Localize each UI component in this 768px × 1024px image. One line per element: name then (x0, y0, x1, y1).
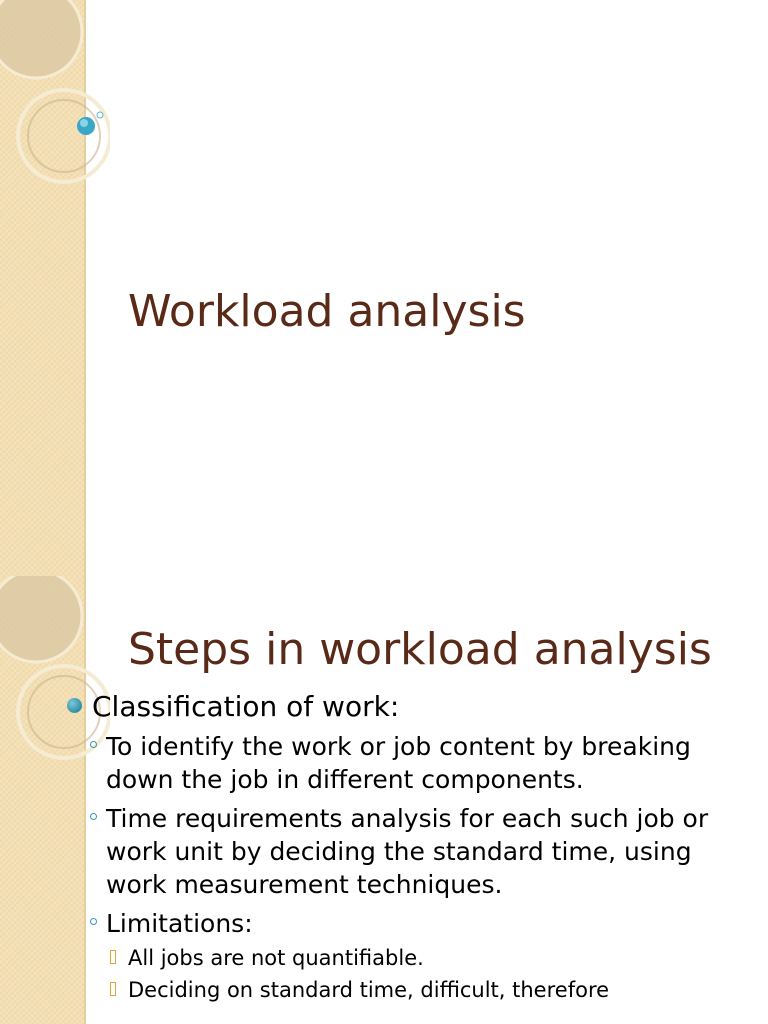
square-bullet-icon (110, 982, 116, 996)
slide-title: Workload analysis (128, 286, 526, 337)
ring-bullet-icon (90, 741, 97, 748)
ring-bullet-icon (90, 813, 97, 820)
list-item: Deciding on standard time, difficult, therefore (110, 976, 754, 1004)
list-item: To identify the work or job content by breaking down the job in different components. (90, 730, 754, 796)
list-item: Classification of work: (64, 690, 754, 724)
list-item: Limitations: (90, 907, 754, 940)
slide-title: Steps in workload analysis (128, 624, 712, 675)
bullet-list (64, 690, 754, 1004)
decorative-circles (0, 0, 110, 200)
list-item: Time requirements analysis for each such job or work unit by deciding the standard time, using work measurement techniques. (90, 802, 754, 901)
list-item: All jobs are not quantifiable. (110, 944, 754, 972)
ring-bullet-icon (90, 918, 97, 925)
square-bullet-icon (110, 950, 116, 964)
slide-2 (0, 576, 768, 1024)
round-bullet-icon (67, 698, 82, 713)
